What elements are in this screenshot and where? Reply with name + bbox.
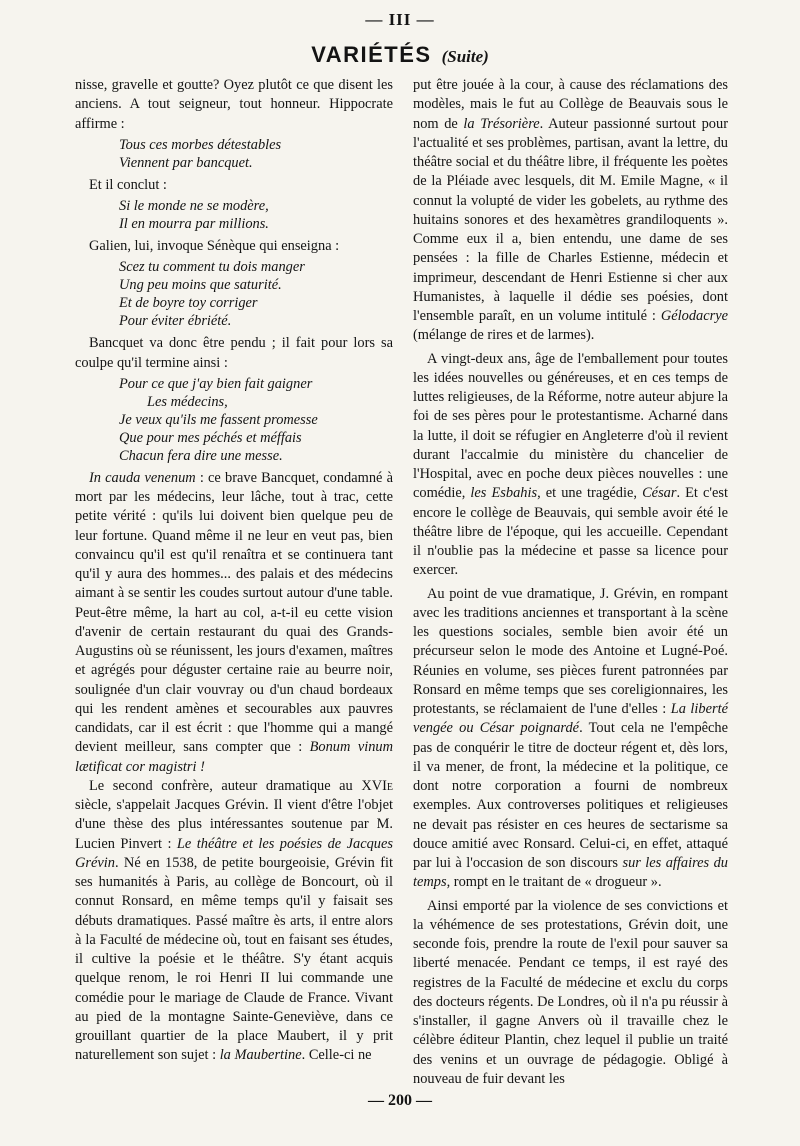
verse-line: Et de boyre toy corriger: [119, 295, 258, 312]
page-roman-numeral: — III —: [365, 10, 435, 29]
verse-line: Tous ces morbes détestables: [119, 136, 282, 153]
paragraph: Et il conclut :: [89, 176, 167, 193]
left-column: [75, 76, 393, 1066]
section-subtitle: (Suite): [441, 47, 489, 66]
verse-block: [119, 136, 393, 172]
play-title: les Esbahis: [470, 485, 538, 502]
play-title: la Maubertine: [219, 1047, 302, 1064]
paragraph: Au point de vue dramatique, J. Grévin, en rompant avec les traditions anciennes et transportant à la scène les questions sociales, semble bien avoir été un précurseur selon le mode des Antoine et Lugné-Poé. Réunies en volume, ses pièces furent patronnées par Ronsard en même temps que ses coreligionnaires, les protestants, se réclamaient de l'une d'elles : La liberté vengée ou César poignardé. Tout cela ne l'empêche pas de conquérir le titre de docteur régent et, dès lors, il va mener, de front, la médecine et la politique, ce dont notre corporation a fourni de nombreux exemples. Aux controverses politiques et religieuses ne devait pas résister en ces heures de sectarisme sa douce amitié avec Ronsard. Celui-ci, en effet, attaqué par lui à l'occasion de son discours sur les affaires du temps, rompt en le traitant de « drogueur ».: [413, 585, 728, 891]
play-title: César: [642, 485, 677, 502]
paragraph: In cauda venenum : ce brave Bancquet, condamné à mort par les médecins, leur lâche, tout à trac, cette petite vérité : qu'ils lui doivent bien quelque peu de leur fortune. Quand même il ne leur en veut pas, bien convaincu qu'il est qu'il renaîtra et se continuera tant qu'il y aura des hommes... des palais et des médecins aimant à se sentir les coudes surtout autour d'une table. Peut-être même, la hart au col, a-t-il eu cette vision d'avenir de certain restaurant du quai des Grands-Augustins où se réunissent, les jours d'examen, maîtres et agrégés pour déguster certaine raie au beurre noir, soulignée d'un clair vouvray ou d'un chaud bordeaux qui les rendent amènes et secourables aux pauvres candidats, car il est écrit : que l'homme qui a mangé devient meilleur, sans compter que : Bonum vinum lætificat cor magistri !: [75, 469, 393, 775]
verse-line: Il en mourra par millions.: [119, 216, 269, 232]
paragraph: put être jouée à la cour, à cause des réclamations des modèles, mais le fut au Collège de Beauvais sous le nom de la Trésorière. Auteur passionné surtout pour l'actualité et ses problèmes, partisan, avant la lettre, du théâtre social et du théâtre libre, il fréquente les poètes de la Pléiade avec lesquels, dit M. Emile Magne, « il connut la volupté de vider les gobelets, au rythme des huitains sonores et des hexamètres grandiloquents ». Comme eux il a, bien entendu, une dame de ses pensées : la fille de Charles Estienne, médecin et imprimeur, descendant de Henri Estienne si cher aux Humanistes, à laquelle il dédie ses poésies, dont l'ensemble paraît, en un volume intitulé : Gélodacrye (mélange de rires et de larmes).: [413, 77, 728, 344]
discourse-title: sur les affaires du temps: [413, 855, 728, 891]
right-column: [413, 76, 728, 1089]
paragraph: Le second confrère, auteur dramatique au XVIe siècle, s'appelait Jacques Grévin. Il vient d'être l'objet d'une thèse des plus intéressantes soutenue par M. Lucien Pinvert : Le théâtre et les poésies de Jacques Grévin. Né en 1538, de petite bourgeoisie, Grévin fit ses humanités à Paris, au collège de Boncourt, où il connut Ronsard, en même temps qu'il y faisait ses débuts dramatiques. Passé maître ès arts, il entre alors à la Faculté de médecine où, tout en faisant ses études, il cultive la poésie et le théâtre. S'y étant acquis quelque renom, le roi Henri II lui commande une comédie pour le mariage de Claude de France. Vivant au pied de la montagne Sainte-Geneviève, dans ce grouillant quartier de la place Maubert, il y prit naturellement son sujet : la Maubertine. Celle-ci ne: [75, 777, 393, 1064]
play-title: la Trésorière: [463, 115, 540, 132]
paragraph: nisse, gravelle et goutte? Oyez plutôt ce que disent les anciens. A tout seigneur, tout honneur. Hippocrate affirme :: [75, 77, 393, 132]
verse-block: [119, 197, 393, 233]
paragraph: A vingt-deux ans, âge de l'emballement pour toutes les idées nouvelles ou généreuses, et en ces temps de luttes religieuses, de la Réforme, notre auteur abjure la foi de ses pères pour le protestantisme. Acharné dans la lutte, il doit se réfugier en Angleterre d'où il revient durant l'accalmie du ministère du chancelier de l'Hospital, avec en poche deux pièces nouvelles : une comédie, les Esbahis, et une tragédie, César. Et c'est encore le collège de Beauvais, qui semble avoir été le théâtre libre de l'époque, qui les accueille. Cependant il n'oublie pas la médecine et passe sa licence pour exercer.: [413, 350, 728, 579]
verse-line: Viennent par bancquet.: [119, 154, 253, 171]
verse-block: [119, 375, 393, 465]
verse-line: Pour ce que j'ay bien fait gaigner: [119, 375, 313, 392]
verse-block: [119, 258, 393, 330]
section-heading: [0, 42, 800, 68]
verse-line: Je veux qu'ils me fassent promesse: [119, 411, 318, 428]
verse-line: Si le monde ne se modère,: [119, 198, 269, 214]
paragraph: Galien, lui, invoque Sénèque qui enseigna :: [89, 238, 340, 254]
play-title: La liberté vengée ou César poignardé: [413, 701, 728, 737]
verse-line: Pour éviter ébriété.: [119, 313, 232, 330]
century: XVIe: [361, 777, 393, 794]
verse-line: Chacun fera dire une messe.: [119, 447, 283, 464]
verse-line: Les médecins,: [147, 393, 228, 410]
verse-line: Scez tu comment tu dois manger: [119, 259, 305, 276]
thesis-title: Le théâtre et les poésies de Jacques Grévin: [75, 835, 393, 871]
latin-phrase: In cauda venenum: [89, 469, 196, 486]
verse-line: Que pour mes péchés et méffais: [119, 429, 302, 446]
paragraph: Ainsi emporté par la violence de ses convictions et la véhémence de ses protestations, Grévin doit, une seconde fois, prendre la route de l'exil pour sauver sa liberté menacée. Pendant ce temps, il est rayé des registres de la Faculté de médecine et exclu du corps des docteurs régents. De Londres, où il n'a pu réussir à s'installer, il gagne Anvers où il travaille chez le célèbre éditeur Plantin, chez lequel il publie un traité des venins et un ouvrage de pédagogie. Obligé à nouveau de fuir devant les: [413, 897, 728, 1087]
page-number: — 200 —: [368, 1092, 432, 1109]
paragraph: Bancquet va donc être pendu ; il fait pour lors sa coulpe qu'il termine ainsi :: [75, 335, 393, 371]
latin-phrase: Bonum vinum lætificat cor magistri !: [75, 739, 393, 775]
verse-line: Ung peu moins que saturité.: [119, 277, 282, 294]
section-title: VARIÉTÉS: [311, 42, 432, 67]
book-title: Gélodacrye: [660, 308, 728, 324]
